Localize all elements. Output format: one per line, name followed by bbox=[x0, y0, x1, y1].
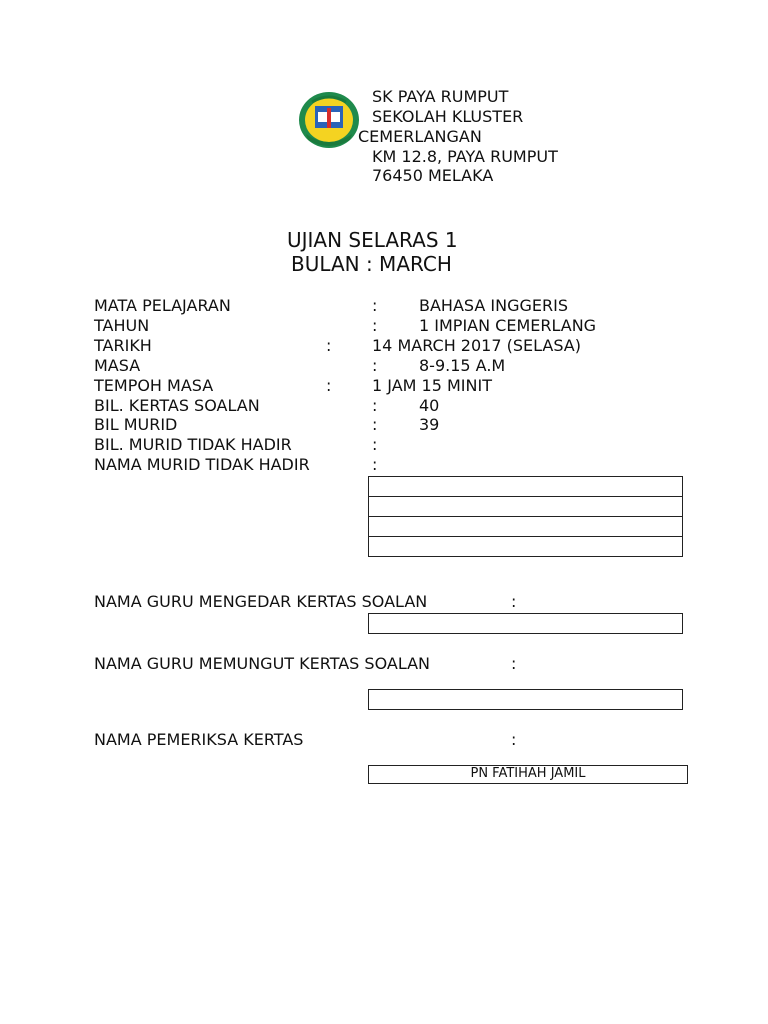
absent-name-row[interactable] bbox=[368, 496, 683, 517]
field-sep-paper-count: : bbox=[372, 396, 378, 415]
field-value-subject: BAHASA INGGERIS bbox=[419, 296, 568, 315]
distributor-sep: : bbox=[511, 592, 517, 611]
school-type: SEKOLAH KLUSTER bbox=[372, 107, 524, 126]
field-sep-year: : bbox=[372, 316, 378, 335]
field-sep-date: : bbox=[326, 336, 332, 355]
field-label-subject: MATA PELAJARAN bbox=[94, 296, 231, 315]
field-label-absent-names: NAMA MURID TIDAK HADIR bbox=[94, 455, 310, 474]
distributor-label: NAMA GURU MENGEDAR KERTAS SOALAN bbox=[94, 592, 428, 611]
field-label-duration: TEMPOH MASA bbox=[94, 376, 214, 395]
absent-name-row[interactable] bbox=[368, 536, 683, 557]
exam-month: BULAN : MARCH bbox=[291, 252, 452, 276]
collector-label: NAMA GURU MEMUNGUT KERTAS SOALAN bbox=[94, 654, 431, 673]
field-label-paper-count: BIL. KERTAS SOALAN bbox=[94, 396, 260, 415]
field-label-time: MASA bbox=[94, 356, 141, 375]
school-address-line1: KM 12.8, PAYA RUMPUT bbox=[372, 147, 558, 166]
field-value-date: 14 MARCH 2017 (SELASA) bbox=[372, 336, 581, 355]
field-value-year: 1 IMPIAN CEMERLANG bbox=[419, 316, 597, 335]
field-sep-absent-count: : bbox=[372, 435, 378, 454]
school-type-cont: CEMERLANGAN bbox=[358, 127, 482, 146]
collector-name-box[interactable] bbox=[368, 689, 683, 710]
field-sep-time: : bbox=[372, 356, 378, 375]
field-label-student-count: BIL MURID bbox=[94, 415, 178, 434]
absent-name-row[interactable] bbox=[368, 476, 683, 497]
field-sep-student-count: : bbox=[372, 415, 378, 434]
field-label-year: TAHUN bbox=[94, 316, 150, 335]
checker-label: NAMA PEMERIKSA KERTAS bbox=[94, 730, 304, 749]
exam-title: UJIAN SELARAS 1 bbox=[287, 228, 458, 252]
field-value-duration: 1 JAM 15 MINIT bbox=[372, 376, 492, 395]
field-value-time: 8-9.15 A.M bbox=[419, 356, 506, 375]
school-name: SK PAYA RUMPUT bbox=[372, 87, 509, 106]
school-logo bbox=[298, 90, 360, 150]
distributor-name-box[interactable] bbox=[368, 613, 683, 634]
field-sep-duration: : bbox=[326, 376, 332, 395]
checker-sep: : bbox=[511, 730, 517, 749]
field-value-paper-count: 40 bbox=[419, 396, 440, 415]
absent-name-row[interactable] bbox=[368, 516, 683, 537]
field-value-student-count: 39 bbox=[419, 415, 440, 434]
checker-name-box[interactable] bbox=[368, 765, 688, 784]
field-label-date: TARIKH bbox=[94, 336, 152, 355]
school-address-line2: 76450 MELAKA bbox=[372, 166, 494, 185]
collector-sep: : bbox=[511, 654, 517, 673]
field-sep-subject: : bbox=[372, 296, 378, 315]
checker-name: PN FATIHAH JAMIL bbox=[470, 766, 586, 781]
field-sep-absent-names: : bbox=[372, 455, 378, 474]
field-label-absent-count: BIL. MURID TIDAK HADIR bbox=[94, 435, 292, 454]
